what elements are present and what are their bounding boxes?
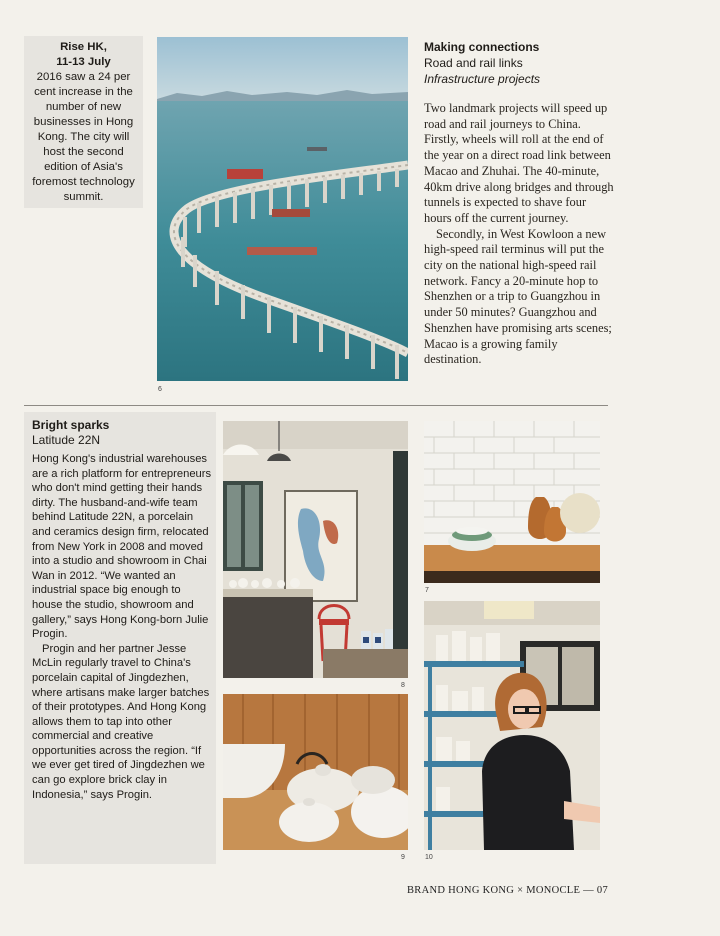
rise-hk-title: Rise HK, bbox=[60, 41, 107, 53]
photo-studio bbox=[223, 421, 408, 678]
bright-sparks-body bbox=[32, 452, 212, 802]
bright-sparks-subtitle: Latitude 22N bbox=[32, 433, 101, 447]
section-divider bbox=[24, 405, 608, 406]
bright-sparks-paragraph: Progin and her partner Jesse McLin regularly travel to China's porcelain capital of Jingdezhen, where artisans make larger batches of their prototypes. And Hong Kong allows them to tap into other commercial and creative opportunities across the region. “If we ever get tired of Jingdezhen we can go explore brick clay in Indonesia,” says Progin. bbox=[32, 642, 210, 801]
connections-category: Infrastructure projects bbox=[424, 72, 541, 86]
bright-sparks-header bbox=[32, 418, 212, 448]
rise-hk-dates: 11-13 July bbox=[56, 56, 111, 68]
caption-6: 6 bbox=[158, 386, 162, 393]
connections-paragraph: Secondly, in West Kowloon a new high-speed rail terminus will put the city on the national high-speed rail network. Fancy a 20-minute hop to Shenzhen or a trip to Guangzhou in under 50 minutes? Guangzhou and Shenzhen have promising arts scenes; Macao is a growing family destination. bbox=[424, 226, 612, 367]
page-footer: BRAND HONG KONG × MONOCLE — 07 bbox=[406, 885, 608, 896]
caption-8: 8 bbox=[401, 682, 405, 689]
photo-julie-progin bbox=[424, 601, 600, 850]
connections-subtitle: Road and rail links bbox=[424, 56, 523, 70]
caption-9: 9 bbox=[401, 854, 405, 861]
rise-hk-body: 2016 saw a 24 per cent increase in the number of new businesses in Hong Kong. The city will host the second edition of Asia's foremost technology summit. bbox=[32, 71, 135, 203]
photo-bridge bbox=[157, 37, 408, 381]
connections-paragraph: Two landmark projects will speed up road and rail journeys to China. Firstly, wheels will roll at the end of the year on a direct road link between Macao and Zhuhai. The 40-minute, 40km drive along bridges and through tunnels is expected to shave four hours off the current journey. bbox=[424, 101, 614, 225]
bright-sparks-paragraph: Hong Kong's industrial warehouses are a rich platform for entrepreneurs who don't mind getting their hands dirty. The husband-and-wife team behind Latitude 22N, a porcelain and ceramics design firm, relocated from New York in 2008 and moved into a studio and showroom in Chai Wan in 2012. “We wanted an industrial space big enough to house the studio, showroom and gallery,” says Hong Kong-born Julie Progin. bbox=[32, 453, 212, 641]
rise-hk-text bbox=[28, 40, 139, 205]
caption-10: 10 bbox=[425, 854, 433, 861]
photo-porcelain bbox=[223, 694, 408, 850]
connections-title: Making connections bbox=[424, 40, 540, 54]
connections-body bbox=[424, 101, 614, 368]
caption-7: 7 bbox=[425, 587, 429, 594]
connections-header bbox=[424, 39, 614, 87]
photo-kitchen bbox=[424, 421, 600, 583]
bright-sparks-title: Bright sparks bbox=[32, 418, 110, 432]
